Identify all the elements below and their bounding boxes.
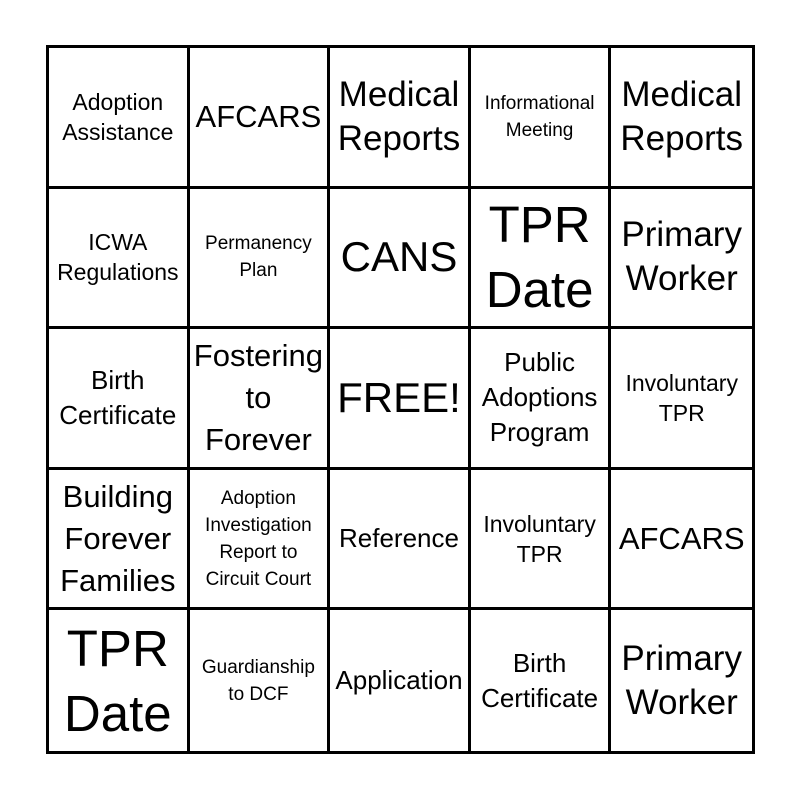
bingo-cell-label: Permanency Plan bbox=[205, 233, 312, 282]
bingo-cell[interactable] bbox=[49, 48, 190, 189]
bingo-cell[interactable] bbox=[190, 48, 331, 189]
bingo-cell-label: Reference bbox=[339, 523, 459, 554]
bingo-cell-label: Adoption Assistance bbox=[62, 88, 174, 145]
bingo-cell-label: Building Forever Families bbox=[60, 478, 176, 598]
bingo-cell[interactable] bbox=[190, 189, 331, 330]
bingo-cell-label: Involuntary TPR bbox=[483, 510, 596, 567]
bingo-cell[interactable] bbox=[471, 329, 612, 470]
bingo-cell[interactable] bbox=[611, 48, 752, 189]
bingo-cell[interactable] bbox=[330, 470, 471, 611]
bingo-cell[interactable] bbox=[49, 470, 190, 611]
free-space-cell[interactable] bbox=[330, 329, 471, 470]
bingo-cell[interactable] bbox=[611, 470, 752, 611]
bingo-cell-label: Birth Certificate bbox=[59, 364, 177, 430]
bingo-cell-label: Involuntary TPR bbox=[625, 369, 738, 426]
bingo-cell-label: ICWA Regulations bbox=[57, 229, 179, 286]
bingo-cell-label: Informational Meeting bbox=[484, 92, 595, 141]
bingo-cell-label: Adoption Investigation Report to Circuit Court bbox=[205, 487, 312, 590]
bingo-cell-label: Birth Certificate bbox=[481, 647, 599, 713]
bingo-cell-label: TPR Date bbox=[63, 619, 172, 742]
bingo-cell[interactable] bbox=[330, 189, 471, 330]
bingo-cell[interactable] bbox=[190, 610, 331, 751]
bingo-cell-label: Fostering to Forever bbox=[193, 337, 323, 457]
bingo-cell-label: TPR Date bbox=[485, 196, 594, 319]
bingo-cell[interactable] bbox=[330, 48, 471, 189]
bingo-cell[interactable] bbox=[611, 329, 752, 470]
bingo-cell[interactable] bbox=[611, 610, 752, 751]
bingo-cell[interactable] bbox=[49, 610, 190, 751]
bingo-cell[interactable] bbox=[190, 329, 331, 470]
bingo-board bbox=[46, 45, 755, 754]
bingo-cell[interactable] bbox=[49, 189, 190, 330]
bingo-cell[interactable] bbox=[190, 470, 331, 611]
bingo-cell[interactable] bbox=[471, 610, 612, 751]
bingo-cell-label: FREE! bbox=[337, 373, 461, 421]
bingo-cell-label: Medical Reports bbox=[620, 74, 743, 158]
bingo-cell-label: Primary Worker bbox=[621, 638, 742, 722]
bingo-cell[interactable] bbox=[611, 189, 752, 330]
bingo-cell-label: CANS bbox=[340, 233, 458, 281]
bingo-cell[interactable] bbox=[330, 610, 471, 751]
bingo-cell-label: Primary Worker bbox=[621, 215, 742, 299]
bingo-cell-label: Medical Reports bbox=[337, 74, 461, 158]
bingo-cell[interactable] bbox=[471, 48, 612, 189]
bingo-cell-label: AFCARS bbox=[618, 520, 745, 556]
bingo-cell-label: Guardianship to DCF bbox=[201, 656, 315, 705]
bingo-cell-label: Public Adoptions Program bbox=[481, 347, 598, 448]
bingo-cell[interactable] bbox=[471, 189, 612, 330]
bingo-cell-label: Application bbox=[335, 665, 463, 696]
bingo-cell-label: AFCARS bbox=[195, 98, 322, 134]
bingo-cell[interactable] bbox=[471, 470, 612, 611]
bingo-cell[interactable] bbox=[49, 329, 190, 470]
